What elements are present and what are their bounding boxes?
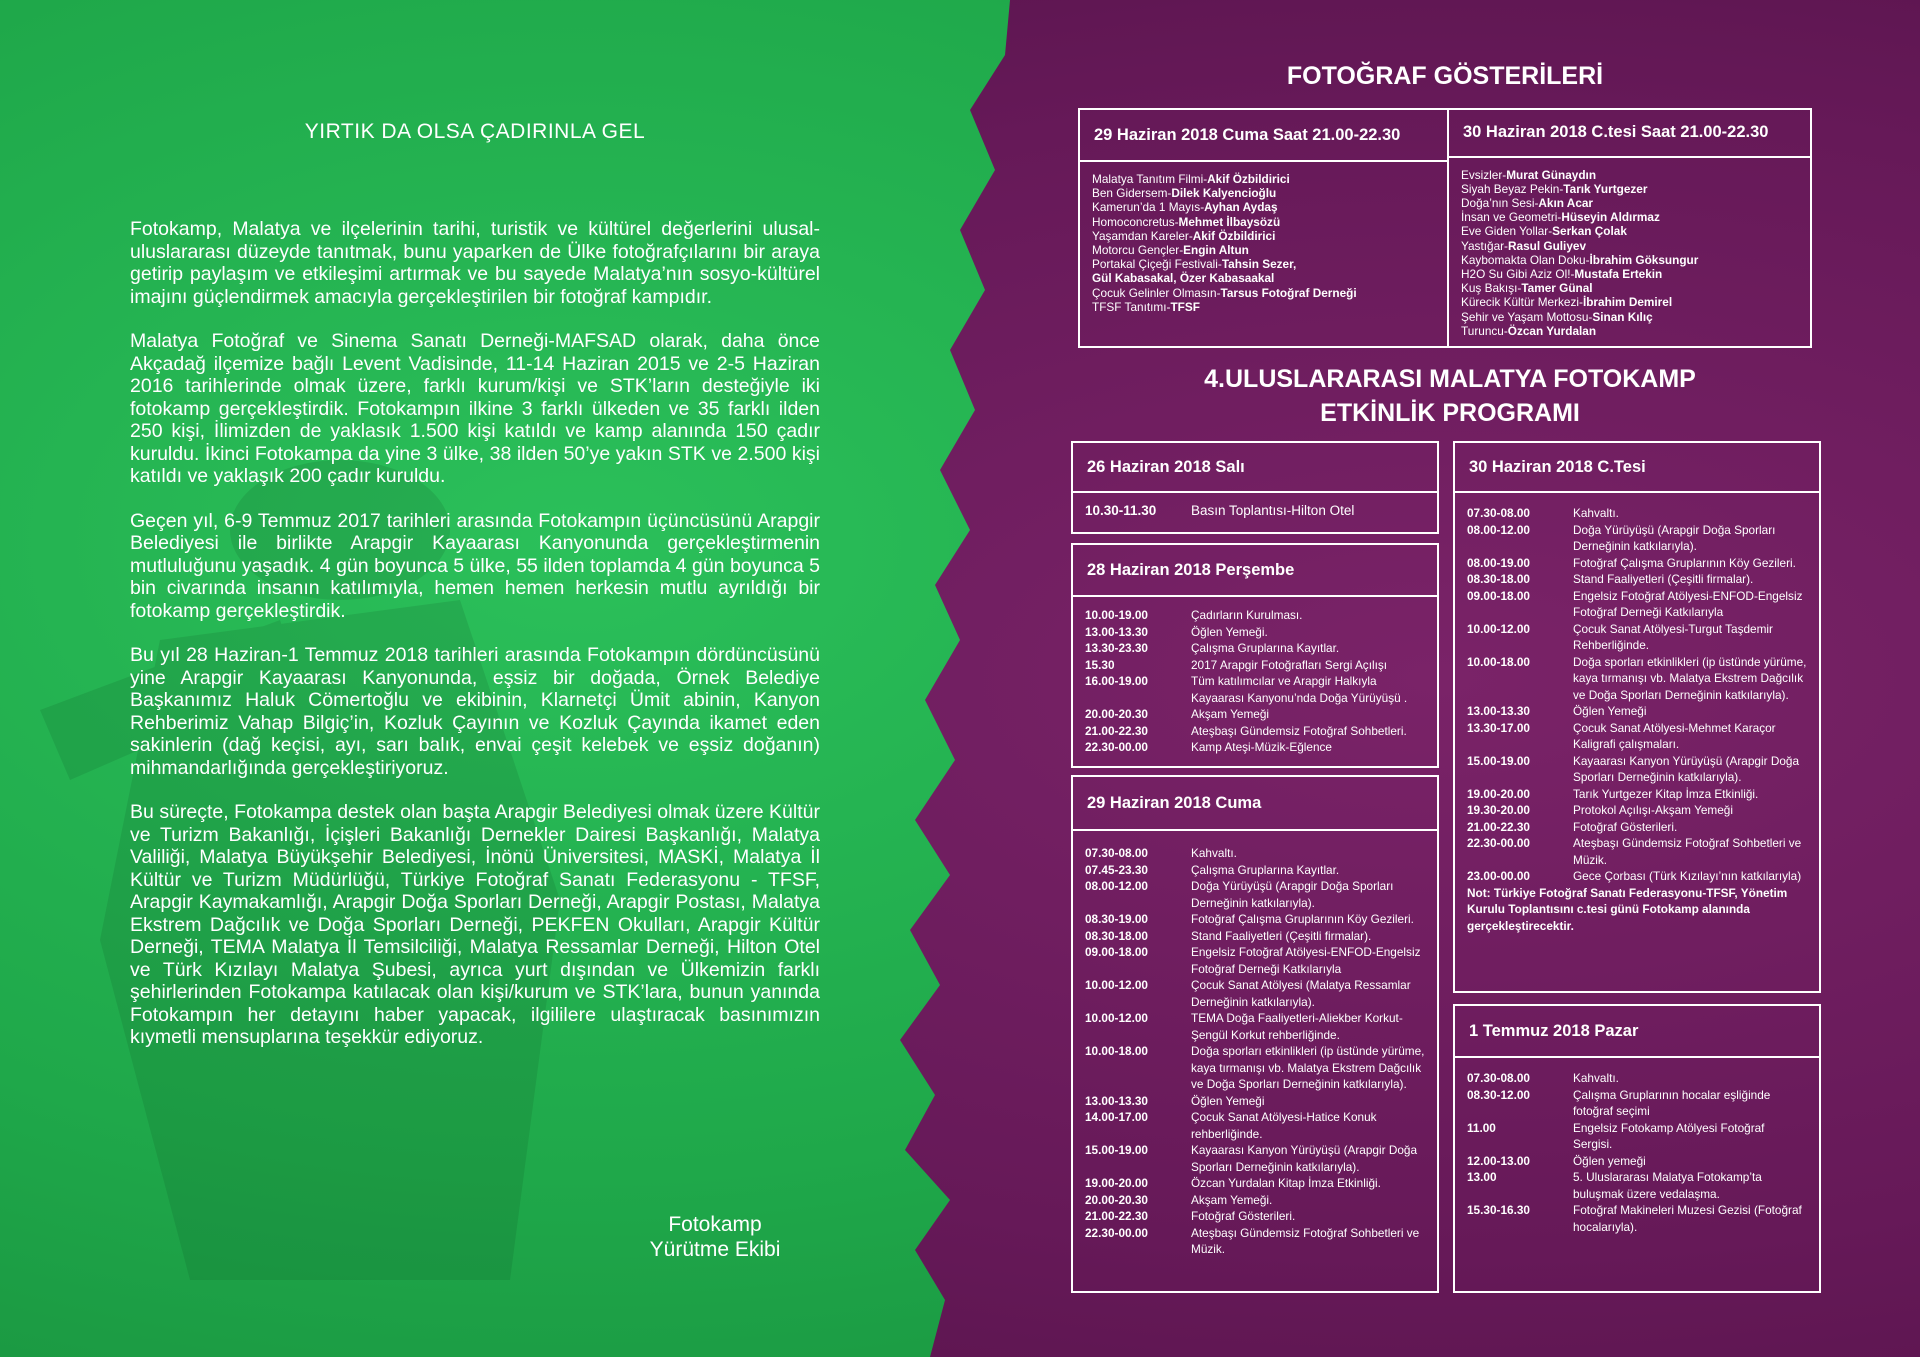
schedule-activity: Fotoğraf Gösterileri.	[1191, 1209, 1296, 1223]
schedule-time: 13.00	[1467, 1170, 1497, 1184]
schedule-activity: Çocuk Sanat Atölyesi-Hatice Konuk rehberliğinde.	[1191, 1110, 1377, 1141]
schedule-activity: TEMA Doğa Faaliyetleri-Aliekber Korkut-Şengül Korkut rehberliğinde.	[1191, 1011, 1403, 1042]
day-28-box	[1071, 543, 1439, 768]
show-title: H2O Su Gibi Aziz Ol!-	[1461, 266, 1575, 281]
show-item	[1461, 310, 1798, 324]
schedule-row	[1467, 505, 1807, 522]
schedule-row	[1085, 928, 1425, 945]
schedule-row	[1467, 720, 1807, 753]
day-header: 26 Haziran 2018 Salı	[1073, 443, 1437, 493]
schedule-time: 08.00-12.00	[1467, 522, 1530, 537]
schedule-activity: Kayaarası Kanyon Yürüyüşü (Arapgir Doğa Sporları Derneğinin katkılarıyla).	[1573, 753, 1800, 784]
show-title: Motorcu Gençler-	[1092, 243, 1184, 258]
schedule-activity: Öğlen Yemeği	[1191, 1093, 1265, 1108]
schedule-time: 20.00-20.30	[1085, 707, 1148, 721]
day-schedule	[1455, 1058, 1819, 1243]
schedule-activity: Engelsiz Fotokamp Atölyesi Fotoğraf Sergisi.	[1573, 1120, 1765, 1151]
schedule-row	[1467, 1202, 1807, 1235]
day-header: 29 Haziran 2018 Cuma	[1073, 777, 1437, 831]
schedule-row	[1467, 835, 1807, 868]
schedule-row	[1085, 640, 1425, 657]
show-item	[1461, 281, 1798, 295]
signature-line: Fotokamp	[668, 1213, 762, 1236]
schedule-activity: Çocuk Sanat Atölyesi-Turgut Taşdemir Rehberliğinde.	[1573, 621, 1773, 652]
schedule-time: 08.30-18.00	[1085, 928, 1148, 943]
show-item	[1461, 182, 1798, 196]
schedule-row	[1085, 723, 1425, 740]
show-title: Malatya Tanıtım Filmi-	[1092, 172, 1208, 186]
schedule-row	[1085, 911, 1425, 928]
intro-paragraph: Malatya Fotoğraf ve Sinema Sanatı Derneği-MAFSAD olarak, daha önce Akçadağ ilçemize bağlı Levent Vadisinde, 11-14 Haziran 2015 ve 2-5 Haziran 2016 tarihlerinde olmak üzere, farklı kurum/kişi ve STK’ların desteğiyle iki fotokamp gerçekleştirdik. Fotokampın ilkine 3 farklı ülkeden ve 35 farklı ilden 250 kişi, İlimizden de yaklasık 1.500 kişi katıldı ve kamp alanında 150 çadır kuruldu. İkinci Fotokampa da yine 3 ülke, 38 ilden 50’ye yakın STK ve 2.500 kişi katıldı ve yaklaşık 200 çadır kuruldu.	[130, 330, 820, 487]
show-item	[1092, 271, 1435, 285]
schedule-activity: Ateşbaşı Gündemsiz Fotoğraf Sohbetleri ve Müzik.	[1191, 1225, 1420, 1256]
schedule-time: 13.00-13.30	[1085, 1093, 1148, 1108]
schedule-row	[1085, 657, 1425, 674]
shows-list	[1080, 162, 1447, 322]
schedule-activity: Öğlen Yemeği.	[1191, 624, 1268, 639]
intro-paragraph: Bu süreçte, Fotokampa destek olan başta Arapgir Belediyesi olmak üzere Kültür ve Turizm Bakanlığı, İçişleri Bakanlığı Dernekler Dairesi Başkanlığı, Malatya Valiliği, Malatya Büyükşehir Belediyesi, İnönü Üniversitesi, MASKİ, Malatya İl Kültür ve Turizm Müdürlüğü, Türkiye Fotoğraf Sanatı Federasyonu - TFSF, Arapgir Kaymakamlığı, Arapgir Doğa Sporları Derneği, Arapgir Postası, Malatya Ekstrem Dağcılık ve Doğa Sporları Derneği, PEKFEN Okulları, Arapgir Kültür Derneği, TEMA Malatya İl Temsilciliği, Malatya Ressamlar Derneği, Hilton Otel ve Türk Kızılayı Malatya Şubesi, ayrıca yurt dışından ve Ülkemizin farklı şehirlerinden Fotokampa katılacak olan kişi/kurum ve STK’lara, bunun yanında Fotokampın her detayını haber yapacak, ilgililere ulaştıracak basınımızın kıymetli mensuplarına teşekkür ediyoruz.	[130, 801, 820, 1048]
show-title: Yaşamdan Kareler-	[1092, 228, 1193, 243]
show-item	[1092, 215, 1435, 229]
schedule-activity: Özcan Yurdalan Kitap İmza Etkinliği.	[1191, 1176, 1381, 1190]
schedule-activity: Protokol Açılışı-Akşam Yemeği	[1573, 803, 1733, 817]
show-title: Kuş Bakışı-	[1461, 281, 1522, 296]
day-schedule	[1073, 493, 1437, 528]
schedule-row	[1467, 588, 1807, 621]
intro-column	[130, 120, 820, 1071]
schedule-time: 22.30-00.00	[1085, 1225, 1148, 1240]
show-title: Portakal Çiçeği Festivali-	[1092, 257, 1222, 272]
schedule-activity: Doğa sporları etkinlikleri (ip üstünde yürüme, kaya tırmanışı vb. Malatya Ekstrem Dağcılık ve Doğa Sporları Derneğinin katkılarıyla).	[1573, 654, 1807, 702]
show-author: Serkan Çolak	[1552, 224, 1627, 239]
schedule-time: 13.00-13.30	[1467, 704, 1530, 718]
schedule-time: 19.00-20.00	[1085, 1176, 1148, 1190]
schedule-activity: Stand Faaliyetleri (Çeşitli firmalar).	[1191, 928, 1372, 943]
show-item	[1092, 300, 1435, 314]
day-26-box	[1071, 441, 1439, 534]
schedule-activity: Kahvaltı.	[1573, 506, 1619, 520]
schedule-activity: Çocuk Sanat Atölyesi (Malatya Ressamlar Derneğinin katkılarıyla).	[1191, 978, 1411, 1009]
day-schedule	[1455, 493, 1819, 942]
day-29-box	[1071, 775, 1439, 1293]
day-schedule-rows	[1467, 505, 1807, 885]
schedule-time: 10.30-11.30	[1085, 503, 1157, 518]
shows-list	[1449, 158, 1810, 346]
schedule-time: 10.00-12.00	[1085, 978, 1148, 992]
schedule-activity: Kayaarası Kanyon Yürüyüşü (Arapgir Doğa Sporları Derneğinin katkılarıyla).	[1191, 1143, 1418, 1174]
show-title: Şehir ve Yaşam Mottosu-	[1461, 309, 1593, 324]
schedule-time: 16.00-19.00	[1085, 674, 1148, 688]
schedule-activity: Kahvaltı.	[1573, 1071, 1619, 1085]
schedule-row	[1467, 1169, 1807, 1202]
show-item	[1461, 295, 1798, 309]
schedule-row	[1085, 503, 1425, 520]
show-item	[1092, 243, 1435, 257]
show-author: Dilek Kalyencioğlu	[1171, 186, 1277, 201]
show-title: Eve Giden Yollar-	[1461, 224, 1553, 239]
schedule-activity: 2017 Arapgir Fotoğrafları Sergi Açılışı	[1191, 657, 1388, 672]
shows-col-header: 29 Haziran 2018 Cuma Saat 21.00-22.30	[1080, 110, 1447, 162]
schedule-activity: Akşam Yemeği	[1191, 707, 1270, 721]
schedule-row	[1085, 673, 1425, 706]
schedule-time: 09.00-18.00	[1085, 945, 1148, 959]
schedule-time: 09.00-18.00	[1467, 588, 1530, 603]
shows-col-header: 30 Haziran 2018 C.tesi Saat 21.00-22.30	[1449, 110, 1810, 158]
show-title: Kürecik Kültür Merkezi-	[1461, 295, 1583, 310]
show-item	[1092, 286, 1435, 300]
intro-title: YIRTIK DA OLSA ÇADIRINLA GEL	[304, 120, 646, 143]
schedule-time: 08.00-12.00	[1085, 879, 1148, 893]
schedule-activity: Kahvaltı.	[1191, 846, 1237, 860]
schedule-row	[1085, 1109, 1425, 1142]
day-header: 1 Temmuz 2018 Pazar	[1455, 1006, 1819, 1058]
show-item	[1092, 257, 1435, 271]
show-author: Gül Kabasakal, Özer Kabasaakal	[1092, 271, 1275, 286]
schedule-time: 10.00-19.00	[1085, 608, 1148, 622]
schedule-activity: Çalışma Gruplarına Kayıtlar.	[1191, 641, 1340, 655]
show-title: Kamerun’da 1 Mayıs-	[1092, 200, 1205, 215]
schedule-time: 21.00-22.30	[1085, 723, 1148, 738]
schedule-time: 11.00	[1467, 1120, 1496, 1135]
show-item	[1461, 239, 1798, 253]
schedule-activity: Kamp Ateşi-Müzik-Eğlence	[1191, 740, 1332, 754]
show-item	[1092, 172, 1435, 186]
signature-line: Yürütme Ekibi	[649, 1238, 781, 1261]
schedule-time: 13.00-13.30	[1085, 624, 1148, 639]
show-item	[1461, 267, 1798, 281]
schedule-row	[1467, 786, 1807, 803]
show-title: Çocuk Gelinler Olmasın-	[1092, 285, 1221, 300]
schedule-time: 08.30-12.00	[1467, 1087, 1530, 1102]
schedule-time: 10.00-12.00	[1467, 621, 1530, 636]
schedule-time: 07.45-23.30	[1085, 862, 1148, 877]
day-schedule	[1073, 597, 1437, 764]
show-author: Akın Acar	[1538, 195, 1594, 210]
show-author: Tahsin Sezer,	[1221, 257, 1297, 272]
show-author: Murat Günaydın	[1506, 167, 1597, 182]
day-schedule	[1073, 831, 1437, 1266]
show-title: Ben Gidersem-	[1092, 186, 1172, 201]
show-item	[1092, 200, 1435, 214]
show-title: Homoconcretus-	[1092, 214, 1179, 229]
show-author: Tamer Günal	[1521, 281, 1593, 296]
schedule-time: 22.30-00.00	[1085, 740, 1148, 754]
shows-col-30	[1449, 110, 1810, 346]
schedule-activity: Basın Toplantısı-Hilton Otel	[1191, 503, 1355, 518]
schedule-row	[1085, 1142, 1425, 1175]
show-author: Tarık Yurtgezer	[1563, 181, 1648, 196]
show-author: TFSF	[1170, 299, 1200, 314]
shows-col-29	[1080, 110, 1449, 346]
show-title: İnsan ve Geometri-	[1461, 210, 1562, 225]
schedule-row	[1085, 1225, 1425, 1258]
schedule-time: 12.00-13.00	[1467, 1153, 1530, 1168]
schedule-time: 07.30-08.00	[1467, 506, 1530, 520]
schedule-row	[1467, 555, 1807, 572]
schedule-row	[1467, 1153, 1807, 1170]
schedule-time: 15.30-16.30	[1467, 1203, 1530, 1217]
schedule-activity: Öğlen yemeği	[1573, 1153, 1646, 1168]
show-author: Rasul Guliyev	[1508, 238, 1587, 253]
schedule-activity: Çalışma Gruplarına Kayıtlar.	[1191, 862, 1340, 877]
schedule-activity: Çadırların Kurulması.	[1191, 608, 1303, 622]
show-author: Sinan Kılıç	[1592, 309, 1653, 324]
schedule-time: 08.30-19.00	[1085, 912, 1148, 926]
schedule-activity: Ateşbaşı Gündemsiz Fotoğraf Sohbetleri ve Müzik.	[1573, 836, 1802, 867]
show-author: Mehmet İlbaysözü	[1178, 214, 1281, 229]
schedule-row	[1467, 703, 1807, 720]
schedule-activity: Engelsiz Fotoğraf Atölyesi-ENFOD-Engelsiz Fotoğraf Derneği Katkılarıyla	[1573, 588, 1803, 619]
schedule-activity: Fotoğraf Çalışma Gruplarının Köy Gezileri.	[1573, 555, 1796, 570]
schedule-activity: Doğa Yürüyüşü (Arapgir Doğa Sporları Derneğinin katkılarıyla).	[1573, 522, 1776, 553]
schedule-time: 15.00-19.00	[1467, 753, 1530, 768]
show-title: Siyah Beyaz Pekin-	[1461, 181, 1564, 196]
schedule-row	[1085, 1208, 1425, 1225]
schedule-activity: Engelsiz Fotoğraf Atölyesi-ENFOD-Engelsiz Fotoğraf Derneği Katkılarıyla	[1191, 945, 1421, 976]
intro-paragraph: Geçen yıl, 6-9 Temmuz 2017 tarihleri arasında Fotokampın üçüncüsünü Arapgir Belediyesi ile birlikte Arapgir Kayaarası Kanyonunda gerçekleştirmenin mutluluğunu yaşadık. 4 gün boyunca 5 ülke, 55 ilden toplamda 4 gün boyunca 5 bin civarında insanın katılımıyla, hemen hemen herkesin mutlu ayrıldığı bir fotokamp gerçekleştirdik.	[130, 509, 820, 622]
schedule-row	[1467, 1120, 1807, 1153]
schedule-row	[1467, 571, 1807, 588]
schedule-row	[1085, 1010, 1425, 1043]
day-header: 30 Haziran 2018 C.Tesi	[1455, 443, 1819, 493]
show-item	[1461, 324, 1798, 338]
show-title: Yastığar-	[1461, 238, 1508, 253]
schedule-time: 15.00-19.00	[1085, 1143, 1148, 1157]
schedule-time: 19.30-20.00	[1467, 803, 1530, 817]
show-title: Doğa’nın Sesi-	[1461, 195, 1539, 210]
schedule-activity: Stand Faaliyetleri (Çeşitli firmalar).	[1573, 572, 1754, 586]
schedule-time: 15.30	[1085, 657, 1115, 672]
schedule-activity: Tüm katılımcılar ve Arapgir Halkıyla Kayaarası Kanyonu’nda Doğa Yürüyüşü .	[1191, 674, 1408, 705]
show-item	[1461, 210, 1798, 224]
schedule-row	[1085, 845, 1425, 862]
show-author: Hüseyin Aldırmaz	[1561, 210, 1660, 225]
schedule-activity: Fotoğraf Makineleri Muzesi Gezisi (Fotoğraf hocalarıyla).	[1573, 1203, 1802, 1234]
schedule-row	[1085, 862, 1425, 879]
schedule-time: 13.30-23.30	[1085, 641, 1148, 655]
schedule-row	[1085, 1093, 1425, 1110]
show-item	[1461, 196, 1798, 210]
schedule-activity: Gece Çorbası (Türk Kızılayı’nın katkılarıyla)	[1573, 869, 1802, 883]
show-author: Akif Özbildirici	[1192, 228, 1276, 243]
schedule-row	[1467, 522, 1807, 555]
schedule-row	[1085, 607, 1425, 624]
schedule-row	[1467, 868, 1807, 885]
show-item	[1461, 253, 1798, 267]
schedule-row	[1467, 1070, 1807, 1087]
schedule-time: 07.30-08.00	[1467, 1071, 1530, 1085]
schedule-row	[1085, 878, 1425, 911]
show-title: Evsizler-	[1461, 167, 1507, 182]
signature	[620, 1212, 810, 1262]
intro-paragraph: Fotokamp, Malatya ve ilçelerinin tarihi, turistik ve kültürel değerlerini ulusal-uluslararası düzeyde tanıtmak, bunu yaparken de Ülke fotoğrafçılarını bir araya getirip paylaşım ve etkileşimi artırmak ve bu sayede Malatya’nın sosyo-kültürel imajını güçlendirmek amacıyla gerçekleştirilen bir fotoğraf kampıdır.	[130, 218, 820, 308]
schedule-activity: Tarık Yurtgezer Kitap İmza Etkinliği.	[1573, 786, 1759, 801]
show-item	[1461, 224, 1798, 238]
schedule-activity: Doğa sporları etkinlikleri (ip üstünde yürüme, kaya tırmanışı vb. Malatya Ekstrem Dağcılık ve Doğa Sporları Derneğinin katkılarıyla).	[1191, 1044, 1425, 1091]
show-item	[1092, 229, 1435, 243]
schedule-time: 10.00-18.00	[1085, 1044, 1148, 1058]
schedule-time: 19.00-20.00	[1467, 786, 1530, 801]
schedule-activity: Çalışma Gruplarının hocalar eşliğinde fotoğraf seçimi	[1573, 1087, 1771, 1118]
schedule-row	[1467, 1087, 1807, 1120]
schedule-row	[1085, 944, 1425, 977]
show-author: Engin Altun	[1183, 243, 1249, 258]
schedule-row	[1085, 624, 1425, 641]
schedule-activity: Öğlen Yemeği	[1573, 704, 1647, 718]
schedule-time: 21.00-22.30	[1467, 819, 1530, 834]
show-author: Ayhan Aydaş	[1204, 200, 1278, 215]
show-item	[1461, 168, 1798, 182]
schedule-row	[1467, 621, 1807, 654]
schedule-time: 07.30-08.00	[1085, 846, 1148, 860]
show-title: Turuncu-	[1461, 323, 1508, 338]
schedule-activity: Ateşbaşı Gündemsiz Fotoğraf Sohbetleri.	[1191, 723, 1407, 738]
program-title-line: ETKİNLİK PROGRAMI	[1320, 399, 1580, 427]
schedule-time: 14.00-17.00	[1085, 1110, 1148, 1124]
schedule-row	[1467, 753, 1807, 786]
schedule-row	[1085, 1175, 1425, 1192]
schedule-time: 23.00-00.00	[1467, 869, 1530, 883]
schedule-activity: Akşam Yemeği.	[1191, 1192, 1273, 1207]
show-author: Mustafa Ertekin	[1574, 266, 1663, 281]
schedule-activity: 5. Uluslararası Malatya Fotokamp’ta buluşmak üzere vedalaşma.	[1573, 1170, 1762, 1201]
schedule-row	[1085, 1043, 1425, 1093]
intro-paragraph: Bu yıl 28 Haziran-1 Temmuz 2018 tarihleri arasında Fotokampın dördüncüsünü yine Arapgir Kayaarası Kanyonunda, eşsiz bir doğada, Örnek Belediye Başkanımız Haluk Cömertoğlu ve ekibinin, Klarnetçi Ümit abinin, Kanyon Rehberimiz Vahap Bilgiç’in, Kozluk Çayının ve Kozluk Çayında ikamet eden sakinlerin (dağ keçisi, ayı, sarı balık, envai çeşit kelebek ve eşsiz doğanın) mihmandarlığında gerçekleştiriyoruz.	[130, 644, 820, 779]
show-item	[1092, 186, 1435, 200]
program-title	[1070, 362, 1830, 430]
schedule-activity: Doğa Yürüyüşü (Arapgir Doğa Sporları Derneğinin katkılarıyla).	[1191, 879, 1394, 910]
schedule-activity: Çocuk Sanat Atölyesi-Mehmet Karaçor Kaligrafi çalışmaları.	[1573, 720, 1776, 751]
schedule-row	[1467, 654, 1807, 704]
show-author: Akif Özbildirici	[1207, 172, 1290, 186]
schedule-row	[1085, 739, 1425, 756]
schedule-row	[1085, 1192, 1425, 1209]
show-author: Özcan Yurdalan	[1507, 323, 1597, 338]
show-author: İbrahim Demirel	[1582, 295, 1673, 310]
schedule-time: 08.00-19.00	[1467, 555, 1530, 570]
schedule-time: 08.30-18.00	[1467, 572, 1530, 586]
schedule-activity: Fotoğraf Gösterileri.	[1573, 819, 1678, 834]
schedule-time: 20.00-20.30	[1085, 1192, 1148, 1207]
show-title: TFSF Tanıtımı-	[1092, 299, 1171, 314]
schedule-row	[1085, 977, 1425, 1010]
program-title-line: 4.ULUSLARARASI MALATYA FOTOKAMP	[1204, 365, 1696, 393]
schedule-time: 22.30-00.00	[1467, 836, 1530, 850]
schedule-time: 21.00-22.30	[1085, 1209, 1148, 1223]
shows-title: FOTOĞRAF GÖSTERİLERİ	[1286, 62, 1604, 90]
schedule-time: 10.00-12.00	[1085, 1011, 1148, 1025]
day-1-box	[1453, 1004, 1821, 1293]
schedule-row	[1467, 802, 1807, 819]
show-author: İbrahim Göksungur	[1589, 252, 1699, 267]
day-30-box	[1453, 441, 1821, 993]
show-title: Kaybomakta Olan Doku-	[1461, 252, 1590, 267]
show-author: Tarsus Fotoğraf Derneği	[1220, 285, 1357, 300]
schedule-row	[1085, 706, 1425, 723]
schedule-activity: Fotoğraf Çalışma Gruplarının Köy Gezileri.	[1191, 912, 1414, 926]
schedule-time: 13.30-17.00	[1467, 720, 1530, 735]
day-header: 28 Haziran 2018 Perşembe	[1073, 545, 1437, 597]
schedule-row	[1467, 819, 1807, 836]
shows-table	[1078, 108, 1812, 348]
tfsf-note: Not: Türkiye Fotoğraf Sanatı Federasyonu-TFSF, Yönetim Kurulu Toplantısını c.tesi günü Fotokamp alanında gerçekleştirecektir.	[1467, 885, 1788, 933]
schedule-time: 10.00-18.00	[1467, 654, 1530, 669]
